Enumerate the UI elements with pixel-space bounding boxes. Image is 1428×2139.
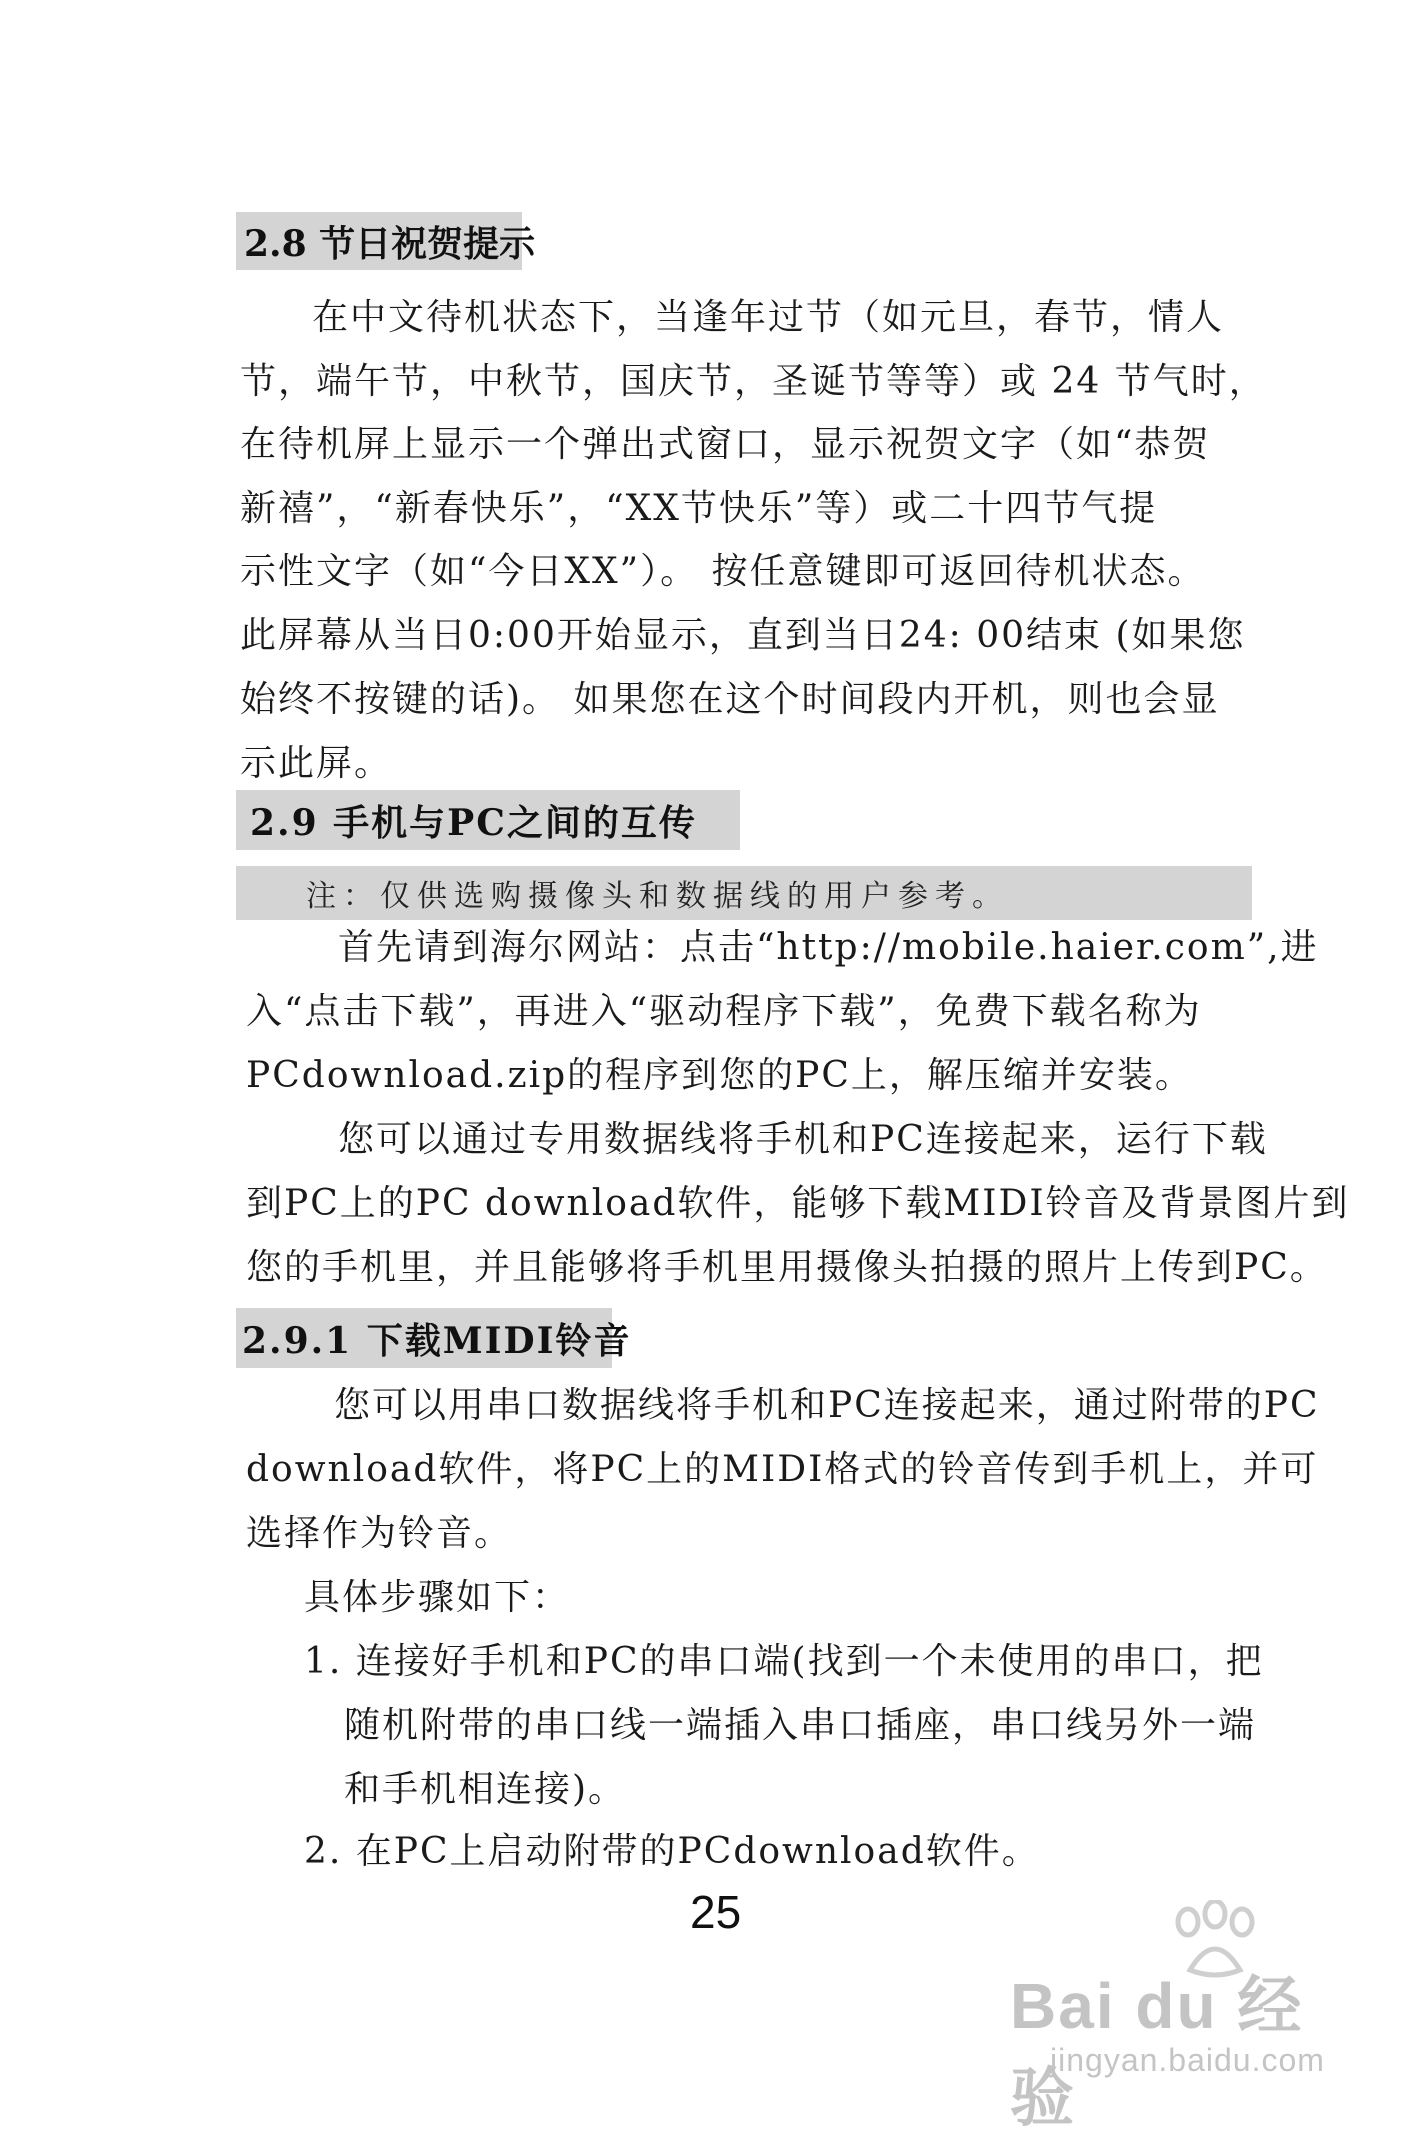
- section-2-9-1-line: download软件，将PC上的MIDI格式的铃音传到手机上，并可: [246, 1449, 1319, 1490]
- section-2-8-line: 示此屏。: [240, 743, 393, 784]
- page-number: 25: [690, 1886, 742, 1938]
- baidu-watermark: [1010, 1900, 1350, 2134]
- step-1-line: 和手机相连接)。: [344, 1769, 627, 1810]
- steps-intro: 具体步骤如下：: [304, 1577, 571, 1618]
- section-2-8-line: 示性文字（如“今日XX”）。 按任意键即可返回待机状态。: [240, 551, 1206, 592]
- section-2-9-heading: 2.9 手机与PC之间的互传: [236, 790, 740, 850]
- section-2-8-line: 节，端午节，中秋节，国庆节，圣诞节等等）或 24 节气时，: [240, 361, 1267, 402]
- watermark-logo: Bai du 经验: [1010, 1970, 1304, 2134]
- section-2-9-1-line: 选择作为铃音。: [246, 1513, 513, 1554]
- section-2-9-para2-line: 您可以通过专用数据线将手机和PC连接起来，运行下载: [338, 1119, 1268, 1160]
- section-2-9-1-line: 您可以用串口数据线将手机和PC连接起来，通过附带的PC: [334, 1385, 1320, 1426]
- section-2-9-para1-line: 首先请到海尔网站：点击“http://mobile.haier.com”,进: [338, 927, 1319, 968]
- section-2-8-line: 此屏幕从当日0:00开始显示，直到当日24: 00结束 (如果您: [240, 615, 1246, 656]
- section-2-9-para2-line: 到PC上的PC download软件，能够下载MIDI铃音及背景图片到: [246, 1183, 1350, 1224]
- section-2-9-para1-line: PCdownload.zip的程序到您的PC上，解压缩并安装。: [246, 1055, 1193, 1096]
- note-bar: 注：仅供选购摄像头和数据线的用户参考。: [236, 866, 1252, 920]
- section-2-8-line: 新禧”，“新春快乐”，“XX节快乐”等）或二十四节气提: [240, 488, 1158, 529]
- section-2-8-heading: 2.8 节日祝贺提示: [236, 212, 522, 270]
- section-2-9-para1-line: 入“点击下载”，再进入“驱动程序下载”，免费下载名称为: [246, 991, 1202, 1032]
- step-1-line: 1. 连接好手机和PC的串口端(找到一个未使用的串口，把: [304, 1641, 1264, 1682]
- section-2-9-para2-line: 您的手机里，并且能够将手机里用摄像头拍摄的照片上传到PC。: [246, 1247, 1328, 1288]
- watermark-url: jingyan.baidu.com: [1050, 2042, 1325, 2078]
- section-2-9-1-heading: 2.9.1 下载MIDI铃音: [236, 1308, 612, 1368]
- step-1-line: 随机附带的串口线一端插入串口插座，串口线另外一端: [344, 1705, 1257, 1746]
- step-2-line: 2. 在PC上启动附带的PCdownload软件。: [304, 1831, 1040, 1872]
- section-2-8-line: 在中文待机状态下，当逢年过节（如元旦，春节，情人: [312, 297, 1225, 338]
- section-2-8-line: 在待机屏上显示一个弹出式窗口，显示祝贺文字（如“恭贺: [240, 424, 1211, 465]
- section-2-8-line: 始终不按键的话)。 如果您在这个时间段内开机，则也会显: [240, 679, 1220, 720]
